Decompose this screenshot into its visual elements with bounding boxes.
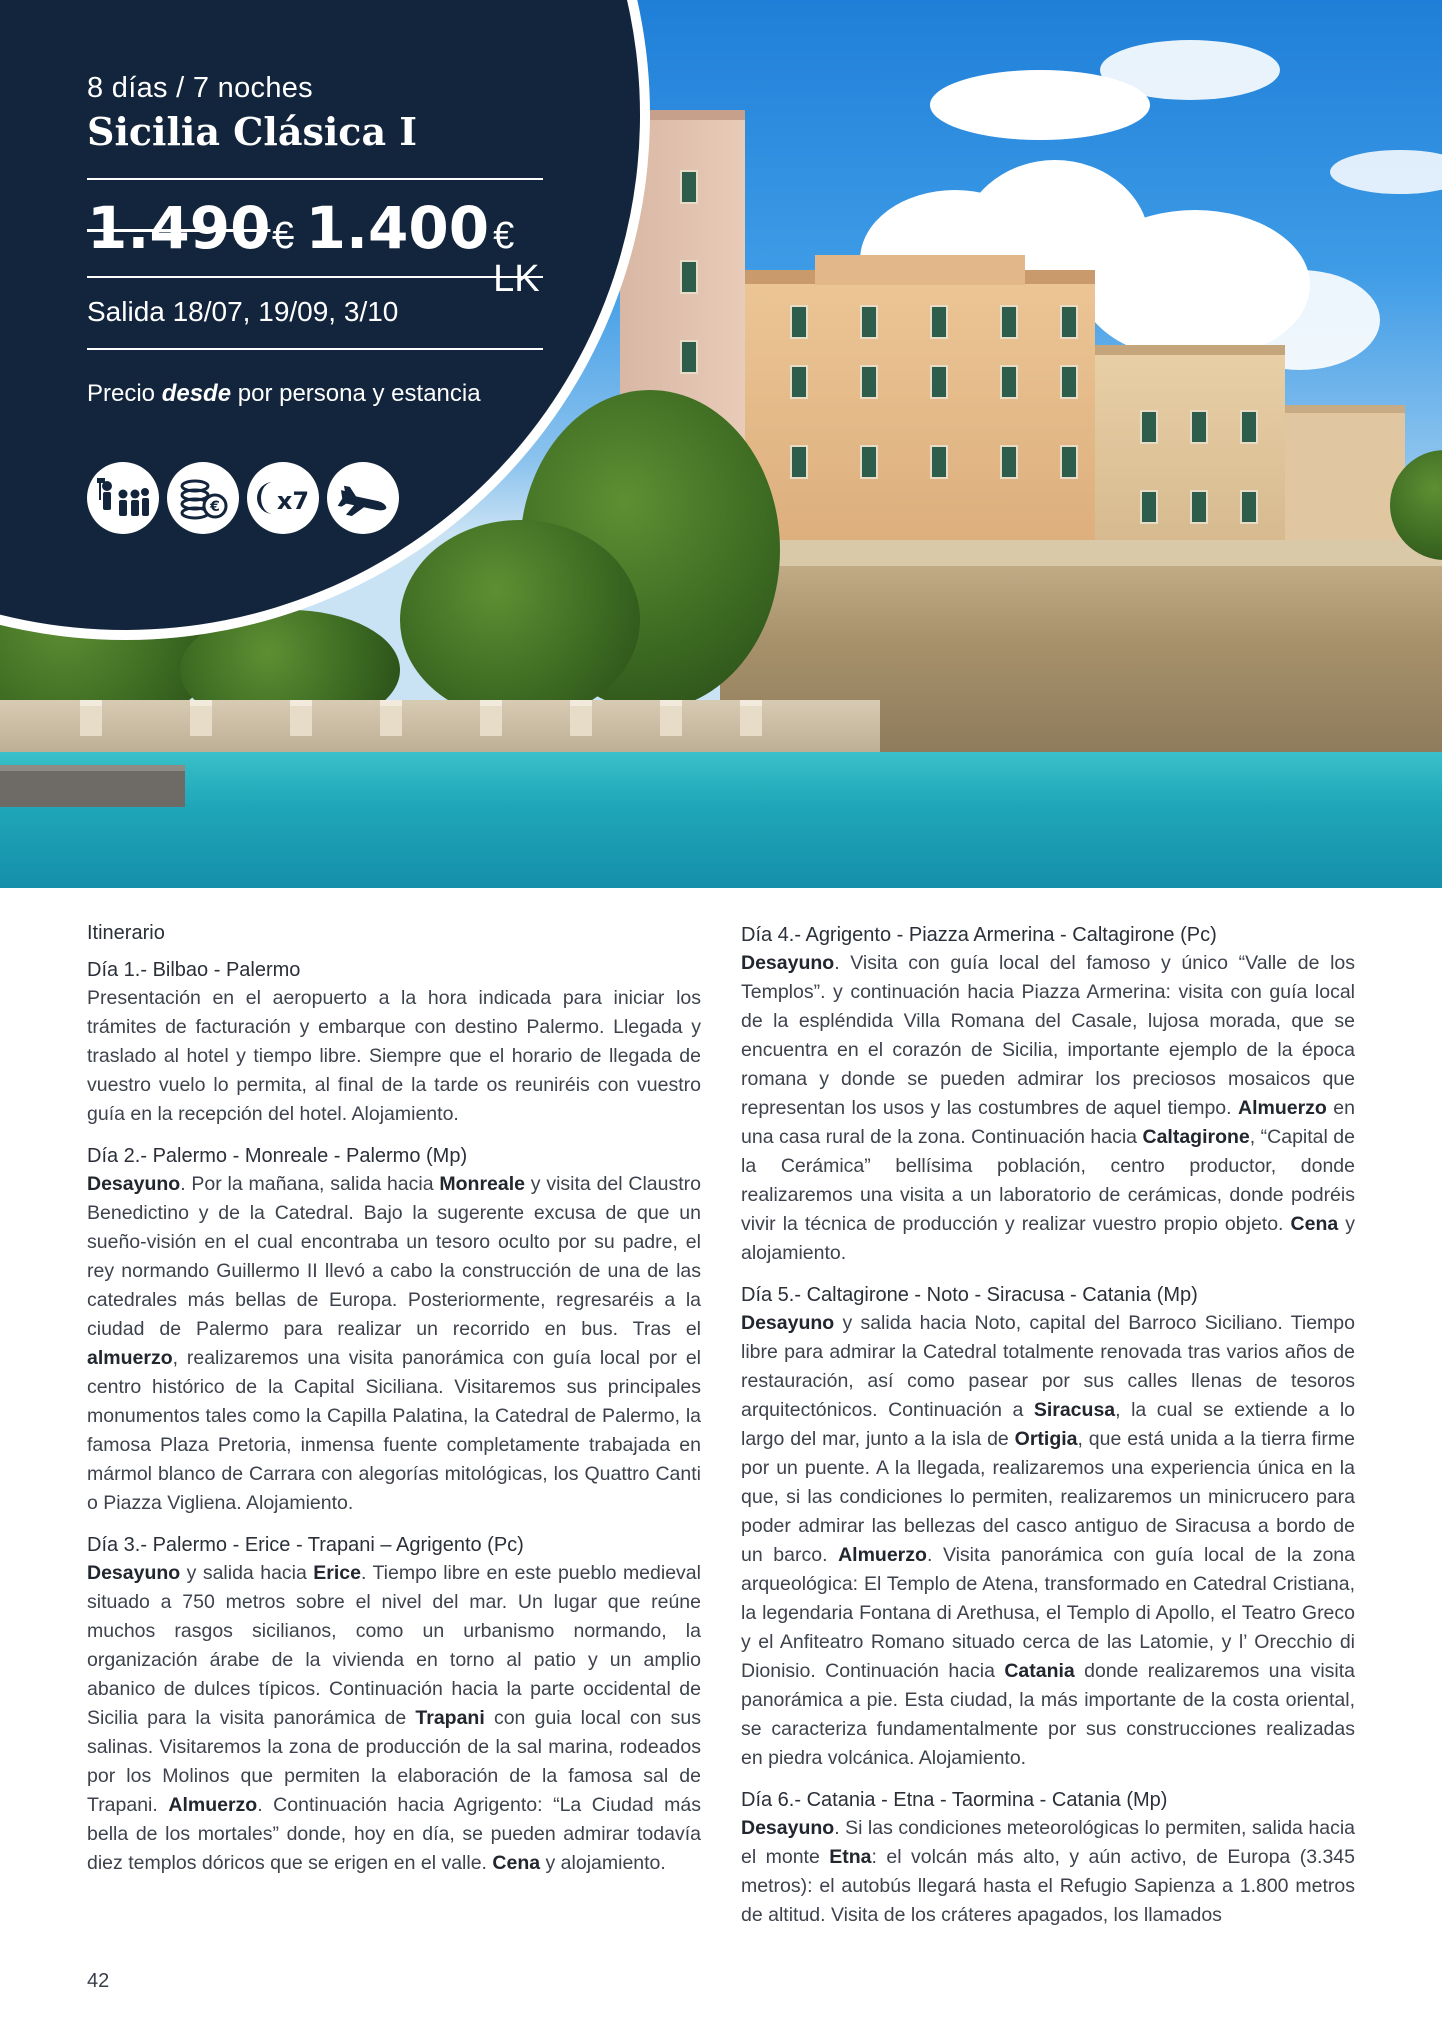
window	[790, 445, 808, 479]
text-run: . Tiempo libre en este pueblo medieval situado a 750 metros sobre el nivel del mar. Un lugar que reúne muchos rasgos sicilianos, como un urbanismo normando, la organización árabe de la vivienda en torno al patio y un amplio abanico de dulces típicos. Continuación hacia la parte occidental de Sicilia para la visita panorámica de	[87, 1562, 701, 1729]
day-body	[87, 1170, 701, 1518]
divider	[87, 276, 543, 278]
window	[1240, 490, 1258, 524]
window	[930, 305, 948, 339]
day-title: Día 4.- Agrigento - Piazza Armerina - Caltagirone (Pc)	[741, 924, 1217, 946]
balustrade-pillar	[660, 700, 682, 736]
divider	[87, 178, 543, 180]
bold-term: Desayuno	[741, 1817, 835, 1839]
bold-term: Desayuno	[87, 1173, 181, 1195]
day-body	[741, 1814, 1355, 1930]
bold-term: Almuerzo	[838, 1544, 927, 1566]
departure-dates: Salida 18/07, 19/09, 3/10	[87, 296, 399, 327]
tree	[400, 520, 640, 720]
seven-nights-icon	[247, 462, 319, 534]
window	[1140, 490, 1158, 524]
text-run: y salida hacia	[180, 1562, 314, 1584]
balustrade-pillar	[740, 700, 762, 736]
pier	[0, 765, 185, 807]
day-body	[741, 949, 1355, 1268]
sea	[0, 752, 1442, 888]
bold-term: Desayuno	[87, 1562, 181, 1584]
window	[1000, 365, 1018, 399]
palazzo-top	[815, 255, 1025, 285]
new-price-currency: € LK	[493, 215, 540, 300]
text-run: y salida hacia Noto, capital del Barroco Siciliano. Tiempo libre para admirar la Catedral totalmente renovada tras varios años de restauración, así como pasear por sus calles llenas de tesoros arquitectónicos. Continuación a	[741, 1312, 1355, 1421]
price-row	[87, 194, 547, 300]
divider	[87, 348, 543, 350]
text-run: . Visita panorámica con guía local de la zona arqueológica: El Templo de Atena, transformado en Catedral Cristiana, la legendaria Fontana di Arethusa, el Templo di Apollo, el Teatro Greco y el Anfiteatro Romano situado cerca de las Latomie, y l’ Orecchio di Dionisio. Continuación hacia	[741, 1544, 1355, 1682]
old-price-currency: €	[272, 215, 294, 257]
svg-text:€: €	[210, 499, 220, 515]
window	[860, 445, 878, 479]
text-run: Presentación en el aeropuerto a la hora indicada para iniciar los trámites de facturación y embarque con destino Palermo. Llegada y traslado al hotel y tiempo libre. Siempre que el horario de llegada de vuestro vuelo lo permita, al final de la tarde os reuniréis con vuestro guía en la recepción del hotel. Alojamiento.	[87, 987, 701, 1125]
window	[1190, 410, 1208, 444]
balustrade-pillar	[80, 700, 102, 736]
window	[1000, 305, 1018, 339]
text-run: donde realizaremos una visita panorámica a pie. Esta ciudad, la más importante de la costa oriental, se caracteriza fundamentalmente por sus construcciones realizadas en piedra volcánica. Alojamiento.	[741, 1660, 1356, 1769]
price-note	[87, 380, 547, 408]
window	[1140, 410, 1158, 444]
trip-title: Sicilia Clásica I	[87, 109, 418, 154]
old-price: 1.490	[87, 194, 271, 262]
window	[860, 305, 878, 339]
price-note-suffix: por persona y estancia	[237, 380, 481, 407]
text-run: y alojamiento.	[540, 1852, 666, 1874]
bold-term: Trapani	[415, 1707, 485, 1729]
text-run: y visita del Claustro Benedictino y de la Catedral. Bajo la sugerente excusa de que un sueño-visión en el cual encontraba un tesoro oculto por su padre, el rey normando Guillermo II llevó a cabo la construcción de una de las catedrales más bellas de Europa. Posteriormente, regresaréis a la ciudad de Palermo para realizar un recorrido en bus. Tras el	[87, 1173, 701, 1340]
day-3	[87, 1532, 701, 1878]
window	[930, 365, 948, 399]
day-1	[87, 957, 701, 1129]
window	[1060, 305, 1078, 339]
new-price: 1.400	[305, 194, 490, 262]
bold-term: Almuerzo	[1238, 1097, 1327, 1119]
bold-term: Erice	[313, 1562, 361, 1584]
day-body	[741, 1309, 1355, 1773]
balustrade-pillar	[380, 700, 402, 736]
nights-count: x7	[276, 487, 310, 515]
bold-term: Cena	[492, 1852, 541, 1874]
balustrade-pillar	[190, 700, 212, 736]
day-body	[87, 1559, 701, 1878]
cloud	[1330, 150, 1442, 194]
text-run: . Continuación hacia Agrigento: “La Ciudad más bella de los mortales” donde, hoy en día, se pueden admirar todavía diez templos dóricos que se erigen en el valle.	[87, 1794, 701, 1874]
window	[680, 340, 698, 374]
text-run: , la cual se extiende a lo largo del mar, junto a la isla de	[741, 1399, 1355, 1450]
price-note-emphasis: desde	[161, 380, 232, 407]
text-run: . Por la mañana, salida hacia	[180, 1173, 440, 1195]
bold-term: Ortigia	[1014, 1428, 1078, 1450]
window	[680, 260, 698, 294]
page-number: 42	[87, 1970, 110, 1992]
bold-term: Cena	[1290, 1213, 1339, 1235]
balustrade-pillar	[480, 700, 502, 736]
text-run: . Si las condiciones meteorológicas lo permiten, salida hacia el monte	[741, 1817, 1355, 1868]
itinerary-right-column	[741, 922, 1355, 1944]
bold-term: Monreale	[439, 1173, 525, 1195]
day-title: Día 5.- Caltagirone - Noto - Siracusa - Catania (Mp)	[741, 1284, 1198, 1306]
text-run: , “Capital de la Cerámica” bellísima población, centro productor, donde realizaremos una visita a un laboratorio de cerámicas, donde podréis vivir la técnica de producción y realizar vuestro propio objeto.	[741, 1126, 1355, 1235]
day-2	[87, 1143, 701, 1518]
bold-term: Desayuno	[741, 1312, 835, 1334]
feature-icons	[87, 462, 547, 534]
window	[1060, 365, 1078, 399]
window	[1240, 410, 1258, 444]
window	[930, 445, 948, 479]
window	[790, 365, 808, 399]
day-body	[87, 984, 701, 1129]
bold-term: Desayuno	[741, 952, 835, 974]
itinerary-heading: Itinerario	[87, 922, 165, 944]
day-title: Día 3.- Palermo - Erice - Trapani – Agrigento (Pc)	[87, 1534, 524, 1556]
text-run: y alojamiento.	[741, 1213, 1355, 1264]
day-4	[741, 922, 1355, 1268]
itinerary-left-column	[87, 922, 701, 1892]
plane-icon	[327, 462, 399, 534]
text-run: : el volcán más alto, y aún activo, de Europa (3.345 metros): el autobús llegará hasta el Refugio Sapienza a 1.800 metros de altitud. Visita de los cráteres apagados, los llamados	[741, 1846, 1355, 1926]
window	[680, 170, 698, 204]
window	[860, 365, 878, 399]
bold-term: almuerzo	[87, 1347, 173, 1369]
trip-duration: 8 días / 7 noches	[87, 72, 313, 104]
day-title: Día 6.- Catania - Etna - Taormina - Catania (Mp)	[741, 1789, 1168, 1811]
bold-term: Etna	[829, 1846, 872, 1868]
day-title: Día 1.- Bilbao - Palermo	[87, 959, 301, 981]
window	[1060, 445, 1078, 479]
window	[1190, 490, 1208, 524]
cloud	[1100, 40, 1280, 100]
bold-term: Catania	[1004, 1660, 1075, 1682]
bold-term: Siracusa	[1033, 1399, 1116, 1421]
balustrade-pillar	[570, 700, 592, 736]
price-note-prefix: Precio	[87, 380, 156, 407]
text-run: . Visita con guía local del famoso y único “Valle de los Templos”. y continuación hacia Piazza Armerina: visita con guía local de la espléndida Villa Romana del Casale, lujosa morada, que se encuentra en el corazón de Sicilia, importante ejemplo de la época romana y donde se pueden admirar los preciosos mosaicos que representan los usos y las costumbres de aquel tiempo.	[741, 952, 1355, 1119]
price-badge-content	[87, 72, 547, 534]
window	[790, 305, 808, 339]
bold-term: Caltagirone	[1142, 1126, 1250, 1148]
day-6	[741, 1787, 1355, 1930]
guided-group-icon	[87, 462, 159, 534]
bold-term: Almuerzo	[168, 1794, 258, 1816]
day-5	[741, 1282, 1355, 1773]
day-title: Día 2.- Palermo - Monreale - Palermo (Mp)	[87, 1145, 468, 1167]
text-run: , realizaremos una visita panorámica con guía local por el centro histórico de la Capital Siciliana. Visitaremos sus principales monumentos tales como la Capilla Palatina, la Catedral de Palermo, la famosa Plaza Pretoria, inmensa fuente completamente trabajada en mármol blanco de Carrara con alegorías mitológicas, los Quattro Canti o Piazza Vigliena. Alojamiento.	[87, 1347, 701, 1514]
coins-euro-icon	[167, 462, 239, 534]
text-run: en una casa rural de la zona. Continuación hacia	[741, 1097, 1355, 1148]
text-run: con guia local con sus salinas. Visitaremos la zona de producción de la sal marina, rodeados por los Molinos que permiten la elaboración de la famosa sal de Trapani.	[87, 1707, 701, 1816]
window	[1000, 445, 1018, 479]
balustrade-pillar	[290, 700, 312, 736]
text-run: , que está unida a la tierra firme por un puente. A la llegada, realizaremos una experiencia única en la que, si las condiciones lo permiten, realizaremos un minicrucero para poder admirar las bellezas del casco antiguo de Siracusa a bordo de un barco.	[741, 1428, 1356, 1566]
end-building	[1285, 405, 1405, 550]
